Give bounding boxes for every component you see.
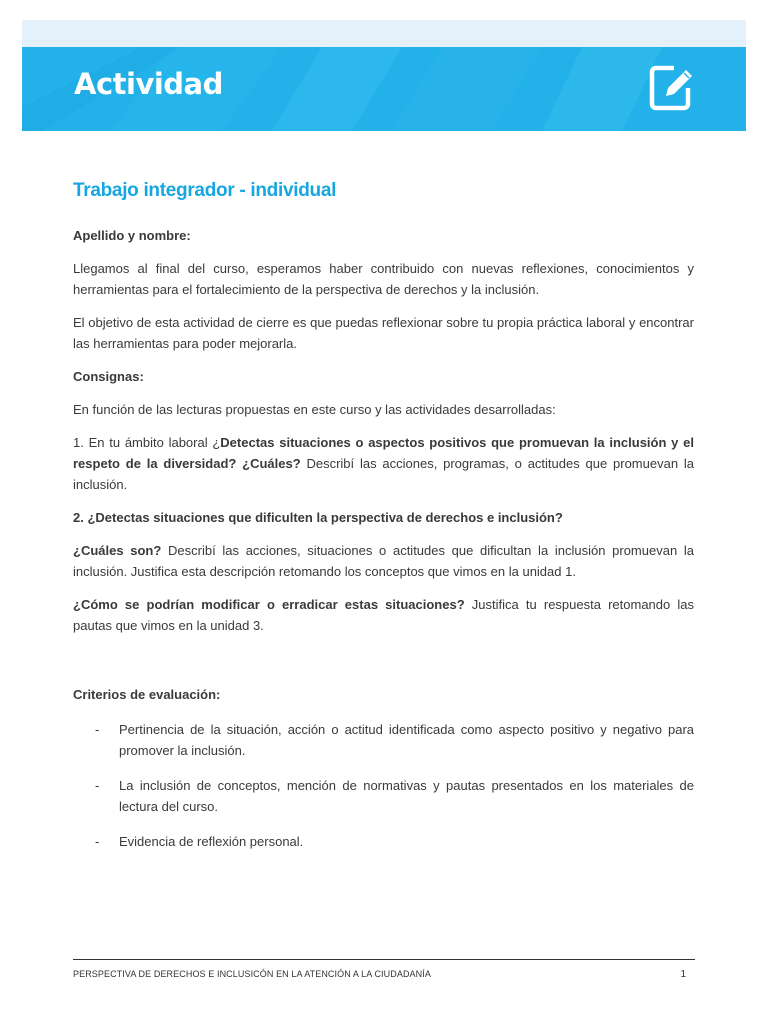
intro-paragraph-2: El objetivo de esta actividad de cierre es que puedas reflexionar sobre tu propia práctica laboral y encontrar las herramientas para poder mejorarla. xyxy=(73,315,694,351)
consignas-intro: En función de las lecturas propuestas en este curso y las actividades desarrolladas: xyxy=(73,402,556,417)
criteria-item xyxy=(73,831,694,852)
list-dash: - xyxy=(95,722,100,737)
edit-icon xyxy=(648,64,696,112)
criteria-item xyxy=(73,719,694,761)
criteria-label: Criterios de evaluación: xyxy=(73,687,221,702)
list-dash: - xyxy=(95,834,100,849)
criteria-text: Pertinencia de la situación, acción o actitud identificada como aspecto positivo y negativo para promover la inclusión. xyxy=(119,722,694,758)
item2a-rest: Describí las acciones, situaciones o actitudes que dificultan la inclusión promuevan la inclusión. Justifica esta descripción retomando los conceptos que vimos en la unidad 1. xyxy=(73,543,694,579)
list-dash: - xyxy=(95,778,100,793)
banner-top-strip xyxy=(22,20,746,47)
criteria-item xyxy=(73,775,694,817)
item2a-question: ¿Cuáles son? xyxy=(73,543,162,558)
instruction-item-2a xyxy=(73,540,694,582)
criteria-text: Evidencia de reflexión personal. xyxy=(119,834,304,849)
instruction-item-1 xyxy=(73,432,694,495)
document-title: Trabajo integrador - individual xyxy=(73,180,337,201)
activity-banner xyxy=(22,47,746,131)
item1-prefix: 1. En tu ámbito laboral ¿ xyxy=(73,435,221,450)
criteria-list xyxy=(73,719,694,852)
item1-rest: Describí las acciones, programas, o actitudes que promuevan la inclusión. xyxy=(73,456,694,492)
banner-title: Actividad xyxy=(74,67,223,101)
name-label: Apellido y nombre: xyxy=(73,228,191,243)
item2b-rest: Justifica tu respuesta retomando las pautas que vimos en la unidad 3. xyxy=(73,597,694,633)
page-number: 1 xyxy=(680,969,686,980)
section-spacer xyxy=(73,648,694,684)
item1-question: Detectas situaciones o aspectos positivos que promuevan la inclusión y el respeto de la diversidad? ¿Cuáles? xyxy=(73,435,694,471)
instruction-item-2b xyxy=(73,594,694,636)
instruction-item-2-title: 2. ¿Detectas situaciones que dificulten la perspectiva de derechos e inclusión? xyxy=(73,510,563,525)
consignas-label: Consignas: xyxy=(73,369,144,384)
document-body xyxy=(73,176,694,866)
criteria-text: La inclusión de conceptos, mención de normativas y pautas presentados en los materiales de lectura del curso. xyxy=(119,778,694,814)
item2b-question: ¿Cómo se podrían modificar o erradicar estas situaciones? xyxy=(73,597,465,612)
footer-course-title: PERSPECTIVA DE DERECHOS E INCLUSICÓN EN LA ATENCIÓN A LA CIUDADANÍA xyxy=(73,969,431,979)
footer-divider xyxy=(73,959,695,960)
intro-paragraph-1: Llegamos al final del curso, esperamos haber contribuido con nuevas reflexiones, conocimientos y herramientas para el fortalecimiento de la perspectiva de derechos y la inclusión. xyxy=(73,261,694,297)
